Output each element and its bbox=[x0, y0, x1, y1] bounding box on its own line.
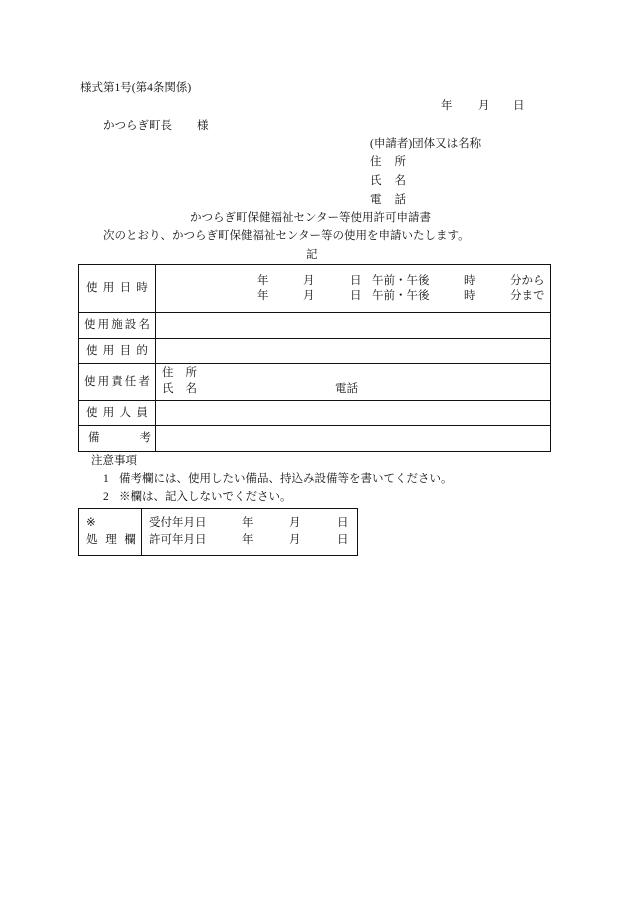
attendees-label: 使用人員 bbox=[86, 407, 154, 419]
period-to-month: 月 bbox=[303, 290, 315, 302]
processing-mark: ※ bbox=[86, 517, 96, 529]
processing-table bbox=[78, 508, 358, 556]
permitted-month: 月 bbox=[289, 534, 301, 546]
received-date-label: 受付年月日 bbox=[149, 517, 207, 529]
responsible-phone-label: 電話 bbox=[335, 383, 358, 395]
received-day: 日 bbox=[337, 517, 349, 529]
honorific: 様 bbox=[197, 120, 209, 132]
remarks-value-cell bbox=[156, 426, 550, 451]
purpose-value-cell bbox=[156, 339, 550, 363]
period-to-year: 年 bbox=[257, 290, 269, 302]
permitted-date-label: 許可年月日 bbox=[149, 534, 207, 546]
intro-text: 次のとおり、かつらぎ町保健福祉センター等の使用を申請いたします。 bbox=[103, 230, 470, 242]
permitted-day: 日 bbox=[337, 534, 349, 546]
note-text: ※欄は、記入しないでください。 bbox=[119, 491, 292, 503]
applicant-address-label: 住所 bbox=[370, 156, 419, 168]
facility-label: 使用施設名 bbox=[84, 319, 152, 331]
date-month-label: 月 bbox=[478, 100, 490, 112]
date-day-label: 日 bbox=[513, 100, 525, 112]
note-number: 1 bbox=[103, 473, 109, 485]
note-number: 2 bbox=[103, 491, 109, 503]
facility-value-cell bbox=[156, 313, 550, 338]
responsible-label: 使用責任者 bbox=[84, 376, 152, 388]
addressee: かつらぎ町長 bbox=[103, 120, 172, 132]
processing-column-divider bbox=[141, 508, 142, 556]
form-number: 様式第1号(第4条関係) bbox=[80, 82, 192, 94]
period-from-day: 日 bbox=[350, 275, 362, 287]
note-text: 備考欄には、使用したい備品、持込み設備等を書いてください。 bbox=[119, 473, 453, 485]
ki-heading: 記 bbox=[306, 249, 318, 261]
notes-heading: 注意事項 bbox=[91, 455, 137, 467]
responsible-name-label: 氏名 bbox=[162, 383, 209, 395]
received-month: 月 bbox=[289, 517, 301, 529]
purpose-label: 使用目的 bbox=[86, 345, 154, 357]
period-from-month: 月 bbox=[303, 275, 315, 287]
date-year-label: 年 bbox=[441, 100, 453, 112]
period-from-suffix: 分から bbox=[510, 275, 545, 287]
period-to-ampm: 午前・午後 bbox=[372, 290, 430, 302]
document-title: かつらぎ町保健福祉センター等使用許可申請書 bbox=[190, 212, 432, 224]
period-from-hour: 時 bbox=[464, 275, 476, 287]
period-from-ampm: 午前・午後 bbox=[372, 275, 430, 287]
responsible-address-label: 住所 bbox=[162, 367, 209, 379]
applicant-name-label: 氏名 bbox=[370, 175, 419, 187]
period-from-year: 年 bbox=[257, 275, 269, 287]
period-to-hour: 時 bbox=[464, 290, 476, 302]
applicant-org-label: (申請者)団体又は名称 bbox=[370, 138, 482, 150]
received-year: 年 bbox=[242, 517, 254, 529]
processing-label: 処理欄 bbox=[86, 534, 144, 546]
period-to-day: 日 bbox=[350, 290, 362, 302]
remarks-label: 備考 bbox=[88, 432, 191, 444]
applicant-phone-label: 電話 bbox=[370, 194, 419, 206]
period-to-suffix: 分まで bbox=[510, 290, 545, 302]
attendees-value-cell bbox=[156, 401, 550, 425]
usage-period-label: 使用日時 bbox=[86, 282, 154, 294]
table-row-divider bbox=[78, 363, 551, 364]
permitted-year: 年 bbox=[242, 534, 254, 546]
